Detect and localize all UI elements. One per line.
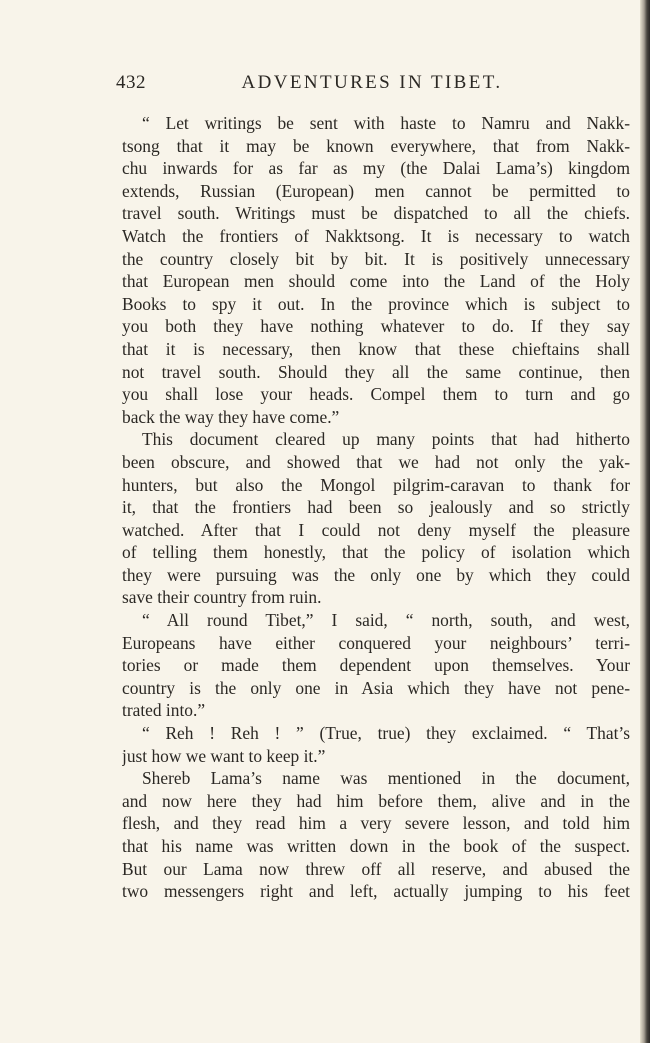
text-line: “ Reh ! Reh ! ” (True, true) they exclaimed. “ That’s xyxy=(142,723,630,744)
page-header xyxy=(116,72,628,102)
text-line: back the way they have come.” xyxy=(122,406,340,427)
text-line: save their country from ruin. xyxy=(122,587,322,608)
text-line: country is the only one in Asia which they have not pene- xyxy=(122,677,630,698)
text-line: just how we want to keep it.” xyxy=(122,745,326,766)
text-line: trated into.” xyxy=(122,700,206,721)
text-line: it, that the frontiers had been so jealously and so strictly xyxy=(122,497,630,518)
text-line: This document cleared up many points that had hitherto xyxy=(142,429,630,450)
text-line: the country closely bit by bit. It is positively unnecessary xyxy=(122,248,630,269)
running-title: ADVENTURES IN TIBET. xyxy=(241,72,503,93)
text-line: tsong that it may be known everywhere, that from Nakk- xyxy=(122,135,630,156)
text-line: chu inwards for as far as my (the Dalai Lama’s) kingdom xyxy=(122,158,630,179)
book-spine-edge xyxy=(640,0,650,1043)
text-line: “ All round Tibet,” I said, “ north, south, and west, xyxy=(142,610,630,631)
text-line: flesh, and they read him a very severe lesson, and told him xyxy=(122,813,630,834)
text-line: Europeans have either conquered your neighbours’ terri- xyxy=(122,632,630,653)
text-line: they were pursuing was the only one by which they could xyxy=(122,564,630,585)
text-line: extends, Russian (European) men cannot be permitted to xyxy=(122,180,630,201)
text-line: been obscure, and showed that we had not only the yak- xyxy=(122,451,630,472)
text-line: and now here they had him before them, alive and in the xyxy=(122,790,630,811)
page-number: 432 xyxy=(116,72,146,93)
text-line: hunters, but also the Mongol pilgrim-caravan to thank for xyxy=(122,474,630,495)
text-line: travel south. Writings must be dispatched to all the chiefs. xyxy=(122,203,630,224)
text-line: But our Lama now threw off all reserve, and abused the xyxy=(122,858,630,879)
text-line: “ Let writings be sent with haste to Namru and Nakk- xyxy=(142,113,630,133)
text-line: tories or made them dependent upon themselves. Your xyxy=(122,655,630,676)
body-text xyxy=(122,112,630,903)
text-line: two messengers right and left, actually jumping to his feet xyxy=(122,881,630,902)
text-line: of telling them honestly, that the policy of isolation which xyxy=(122,542,630,563)
text-line: you shall lose your heads. Compel them to turn and go xyxy=(122,384,630,405)
text-line: you both they have nothing whatever to do. If they say xyxy=(122,316,630,337)
text-line: Books to spy it out. In the province which is subject to xyxy=(122,293,630,314)
text-line: Shereb Lama’s name was mentioned in the document, xyxy=(142,768,630,789)
text-line: that European men should come into the Land of the Holy xyxy=(122,271,630,292)
text-line: that his name was written down in the book of the suspect. xyxy=(122,836,630,856)
text-line: watched. After that I could not deny myself the pleasure xyxy=(122,519,630,540)
text-line: not travel south. Should they all the same continue, then xyxy=(122,361,630,382)
text-line: that it is necessary, then know that these chieftains shall xyxy=(122,338,630,359)
text-line: Watch the frontiers of Nakktsong. It is necessary to watch xyxy=(122,225,630,246)
